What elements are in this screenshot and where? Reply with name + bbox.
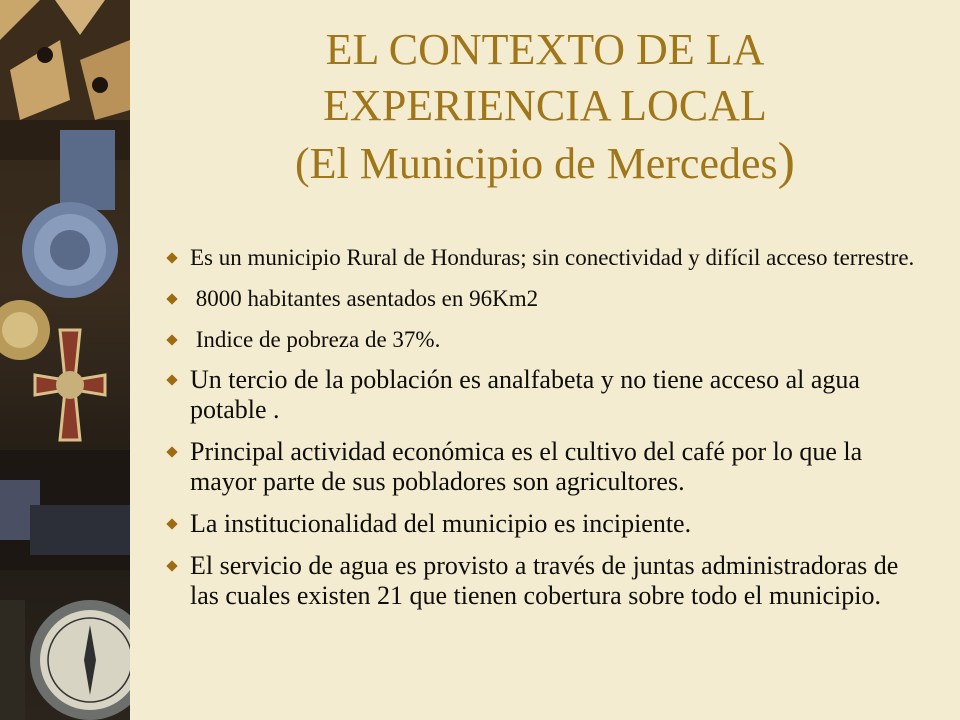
diamond-bullet-icon: [166, 293, 177, 304]
diamond-bullet-icon: [166, 518, 177, 529]
slide-title: [160, 22, 930, 192]
bullet-list: [170, 244, 930, 611]
diamond-bullet-icon: [166, 252, 177, 263]
bullet-item: [170, 285, 930, 312]
bullet-text: Es un municipio Rural de Honduras; sin conectividad y difícil acceso terrestre.: [190, 245, 915, 270]
diamond-bullet-icon: [166, 446, 177, 457]
bullet-text: El servicio de agua es provisto a través de juntas administradoras de las cuales existen 21 que tienen cobertura sobre todo el municipio.: [190, 551, 899, 610]
title-closing-paren: ): [777, 133, 795, 190]
bullet-item: [170, 244, 930, 271]
slide-content: [130, 0, 960, 720]
diamond-bullet-icon: [166, 560, 177, 571]
bullet-item: [170, 365, 930, 425]
bullet-text: Principal actividad económica es el cultivo del café por lo que la mayor parte de sus pobladores son agricultores.: [190, 437, 863, 496]
bullet-text: Indice de pobreza de 37%.: [190, 327, 441, 352]
title-line-2: EXPERIENCIA LOCAL: [323, 81, 767, 130]
bullet-item: [170, 437, 930, 497]
bullet-item: [170, 509, 930, 539]
medal-compass-collage: [0, 0, 130, 720]
bullet-item: [170, 326, 930, 353]
bullet-text: La institucionalidad del municipio es incipiente.: [190, 509, 692, 538]
bullet-item: [170, 551, 930, 611]
decorative-side-image: [0, 0, 130, 720]
diamond-bullet-icon: [166, 374, 177, 385]
diamond-bullet-icon: [166, 334, 177, 345]
title-line-1: EL CONTEXTO DE LA: [325, 25, 765, 74]
bullet-text: 8000 habitantes asentados en 96Km2: [190, 286, 539, 311]
bullet-text: Un tercio de la población es analfabeta y no tiene acceso al agua potable .: [190, 365, 860, 424]
title-subtitle: (El Municipio de Mercedes: [295, 139, 778, 188]
